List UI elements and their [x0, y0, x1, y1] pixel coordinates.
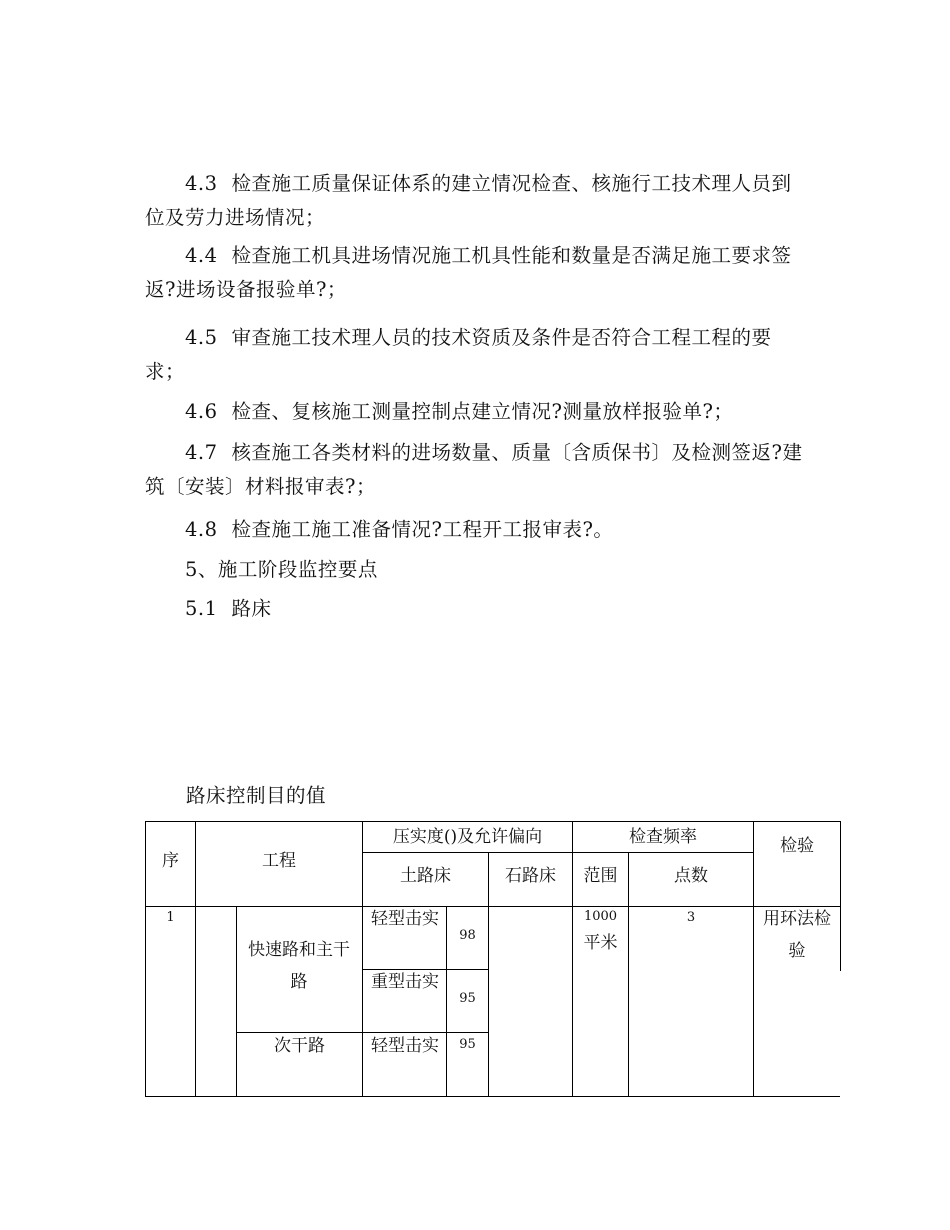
paragraph-number: 4.5	[185, 326, 218, 349]
header-range: 范围	[583, 866, 618, 886]
paragraph-4-5	[145, 321, 811, 389]
paragraph-text: 检查施工机具进场情况施工机具性能和数量是否满足施工要求签返?进场设备报验单?；	[145, 244, 792, 301]
paragraph-text: 审查施工技术理人员的技术资质及条件是否符合工程工程的要求；	[145, 326, 772, 383]
table-caption: 路床控制目的值	[186, 784, 327, 807]
header-points: 点数	[674, 866, 708, 886]
header-project: 工程	[262, 851, 296, 871]
section-heading-text: 5、施工阶段监控要点	[185, 558, 378, 581]
paragraph-text: 检查、复核施工测量控制点建立情况?测量放样报验单?；	[231, 400, 734, 423]
paragraph-number: 4.8	[185, 518, 218, 541]
paragraph-4-8	[145, 513, 811, 547]
paragraph-4-6	[145, 395, 811, 429]
paragraph-4-3	[145, 167, 811, 235]
header-seq: 序	[162, 851, 179, 871]
paragraph-text: 核查施工各类材料的进场数量、质量〔含质保书〕及检测签返?建筑〔安装〕材料报审表?；	[145, 441, 803, 498]
paragraph-4-7	[145, 436, 811, 504]
section-heading-5-1	[145, 592, 811, 626]
cell-light-value-2: 95	[459, 1037, 476, 1052]
section-heading-5	[145, 553, 811, 587]
header-compaction: 压实度()及允许偏向	[392, 827, 543, 847]
paragraph-text: 检查施工质量保证体系的建立情况检查、核施行工技术理人员到位及劳力进场情况；	[145, 172, 792, 229]
cell-method: 用环法检验	[763, 909, 831, 961]
header-soil-subgrade: 土路床	[400, 866, 451, 886]
cell-heavy-value: 95	[459, 991, 476, 1006]
paragraph-text: 检查施工施工准备情况?工程开工报审表?。	[231, 518, 614, 541]
paragraph-number: 4.7	[185, 441, 218, 464]
header-inspection: 检验	[780, 836, 814, 856]
header-stone-subgrade: 石路床	[505, 866, 556, 886]
header-frequency: 检查频率	[629, 827, 697, 847]
cell-seq: 1	[166, 910, 175, 925]
cell-light-compaction-1: 轻型击实	[371, 909, 439, 929]
paragraph-number: 5.1	[185, 597, 218, 620]
cell-road-expressway: 快速路和主干路	[248, 940, 350, 992]
cell-range	[578, 906, 623, 958]
cell-road-secondary: 次干路	[274, 1036, 325, 1056]
paragraph-4-4	[145, 239, 811, 307]
cell-light-value-1: 98	[459, 928, 476, 943]
cell-points: 3	[686, 910, 696, 925]
cell-heavy-compaction: 重型击实	[371, 972, 439, 992]
paragraph-number: 4.6	[185, 400, 218, 423]
cell-range-value: 1000 平米	[583, 909, 618, 953]
section-heading-text: 路床	[231, 597, 272, 620]
paragraph-number: 4.4	[185, 244, 218, 267]
cell-light-compaction-2: 轻型击实	[371, 1036, 439, 1056]
paragraph-number: 4.3	[185, 172, 218, 195]
